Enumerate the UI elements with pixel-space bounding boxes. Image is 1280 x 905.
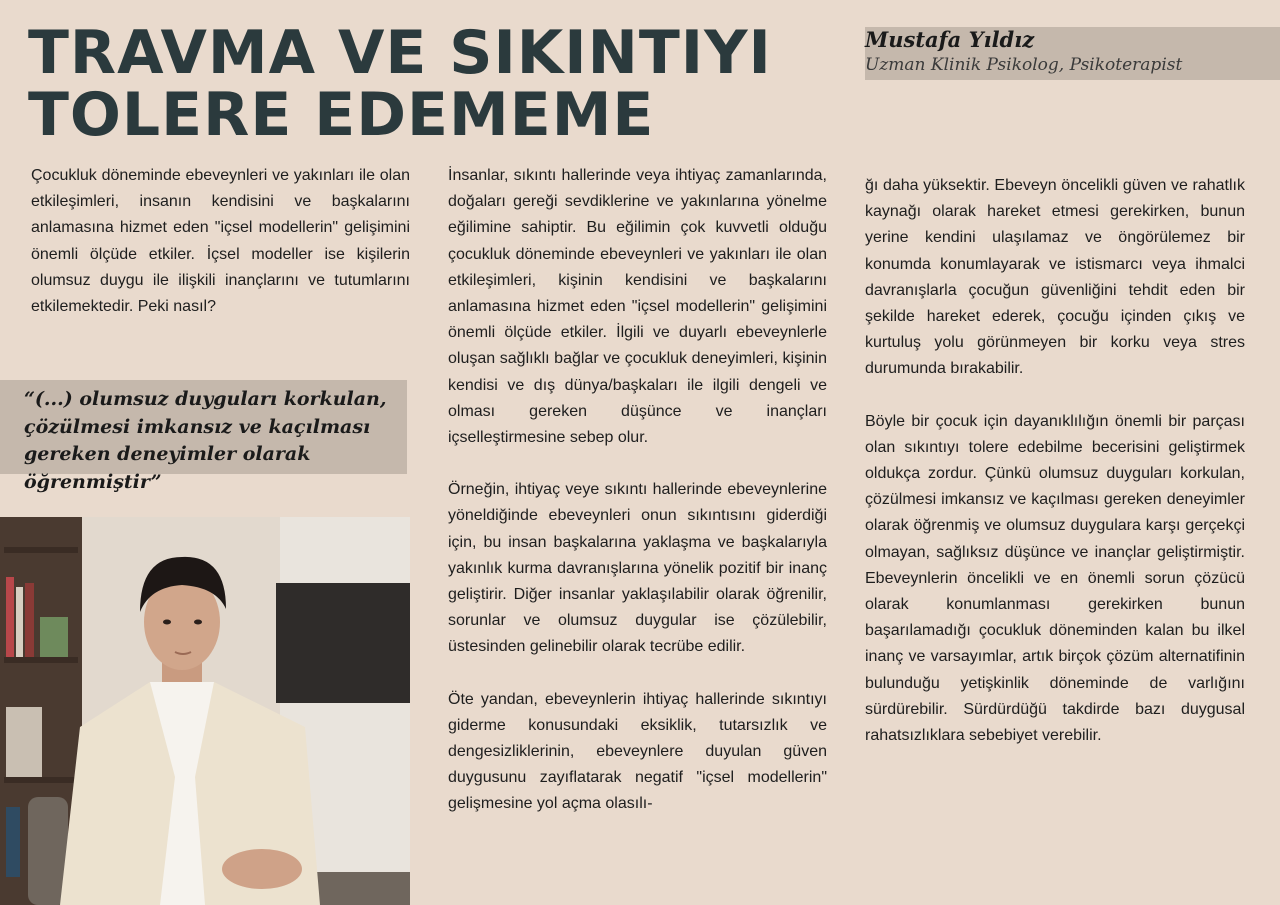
column-2 xyxy=(448,163,827,818)
column-2-paragraph-2: Örneğin, ihtiyaç veye sıkıntı hallerinde ebeveynlerine yöneldiğinde ebeveynleri onun sıkıntısını giderdiği için, bu insan başkalarına yaklaşma ve başkalarıyla yakınlık kurma davranışlarına yönelik pozitif bir inanç geliştirir. Diğer insanlar yaklaşılabilir olarak öğrenilir, sorunlar ve olumsuz duygular ise çözülebilir, üstesinden gelinebilir olarak tecrübe edilir. xyxy=(448,481,827,656)
article-title xyxy=(28,18,772,150)
title-line-1: TRAVMA VE SIKINTIYI xyxy=(28,18,772,88)
author-title: Uzman Klinik Psikolog, Psikoterapist xyxy=(865,55,1183,75)
pull-quote xyxy=(0,380,407,493)
column-1 xyxy=(31,163,410,320)
author-photo xyxy=(0,517,410,905)
column-2-paragraph-1: İnsanlar, sıkıntı hallerinde veya ihtiyaç zamanlarında, doğaları gereği sevdiklerine ve yakınlarına yönelme eğilimine sahiptir. Bu eğilimin çok kuvvetli olduğu çocukluk döneminde ebeveynleri ve yakınları ile olan etkileşimleri, kişinin kendisini ve başkalarını anlamasına hizmet eden "içsel modellerin" gelişimini önemli ölçüde etkiler. İlgili ve duyarlı ebeveynlerle oluşan sağlıklı bağlar ve çocukluk deneyimleri, kişinin kendisi ve dış dünya/başkaları ile ilgili dengeli ve olması gereken düşünce ve inançları içselleştirmesine sebep olur. xyxy=(448,167,827,447)
column-3-paragraph-1: ğı daha yüksektir. Ebeveyn öncelikli güven ve rahatlık kaynağı olarak hareket etmesi gerekirken, bunun yerine kendini ulaşılamaz ve öngörülemez bir konumda konumlayarak ve istismarcı veya ihmalci davranışlarla çocuğun güvenliğini tehdit eden bir şekilde hareket ederek, çocuğu içinden çıkış ve kurtuluş yolu görünmeyen bir korku veya stres durumunda bırakabilir. xyxy=(865,177,1245,378)
column-3-paragraph-2: Böyle bir çocuk için dayanıklılığın önemli bir parçası olan sıkıntıyı tolere edebilme becerisini geliştirmek oldukça zordur. Çünkü olumsuz duyguları korkulan, çözülmesi imkansız ve kaçılması gereken deneyimler olarak öğrenmiş ve olumsuz duygulara karşı gerçekçi olmayan, sağlıksız düşünce ve inançlar geliştirmiştir. Ebeveynlerin öncelikli ve en önemli sorun çözücü olarak konumlanması gerekirken bunun başarılamadığı çocukluk döneminden kalan bu ilkel inanç ve varsayımlar, artık birçok çözüm alternatifinin bulunduğu yetişkinlik döneminde de varlığını sürdürebilir. Sürdürdüğü takdirde bazı duygusal rahatsızlıklara sebebiyet verebilir. xyxy=(865,412,1245,745)
column-2-paragraph-3: Öte yandan, ebeveynlerin ihtiyaç hallerinde sıkıntıyı giderme konusundaki eksiklik, tutarsızlık ve dengesizliklerinin, ebeveynlere duyulan güven duygusunu zayıflatarak negatif "içsel modellerin" gelişmesine yol açma olasılı- xyxy=(448,690,827,813)
column-1-paragraph-1: Çocukluk döneminde ebeveynleri ve yakınları ile olan etkileşimleri, insanın kendisini ve başkalarını anlamasına hizmet eden "içsel modellerin" gelişimini önemli ölçüde etkiler. İçsel modeller ise kişilerin olumsuz duygu ile ilişkili inançlarını ve tutumlarını etkilemektedir. Peki nasıl? xyxy=(31,167,410,316)
title-line-2: TOLERE EDEMEME xyxy=(28,80,655,150)
column-3 xyxy=(865,173,1245,749)
author-name: Mustafa Yıldız xyxy=(865,27,1035,52)
author-box xyxy=(865,27,1280,80)
author-photo-image xyxy=(0,517,410,905)
pull-quote-text: “(...) olumsuz duyguları korkulan, çözülmesi imkansız ve kaçılması gereken deneyimler olarak öğrenmiştir” xyxy=(24,388,387,493)
